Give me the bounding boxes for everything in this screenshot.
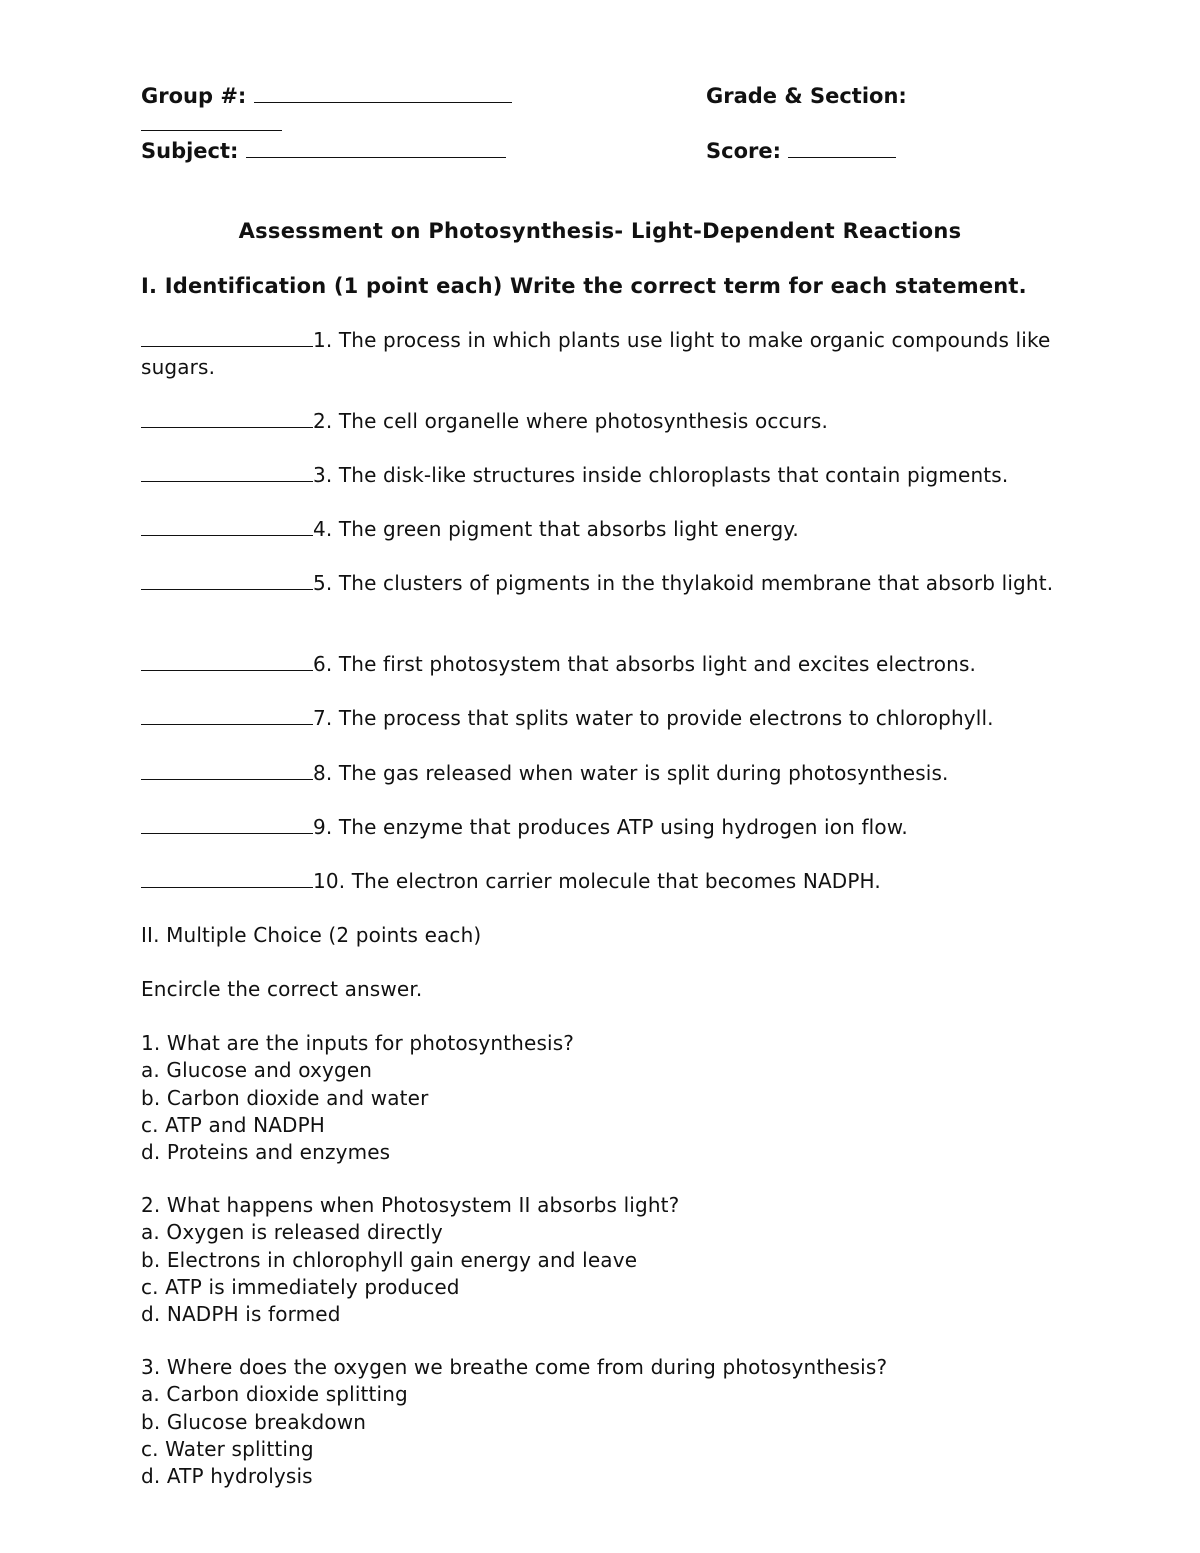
group-label: Group #:	[141, 84, 247, 108]
identification-heading: I. Identification (1 point each) Write the correct term for each statement.	[141, 274, 1027, 298]
score-label: Score:	[706, 139, 781, 163]
grade-section-blank-row	[141, 112, 282, 136]
mcq-option[interactable]: a. Oxygen is released directly	[141, 1220, 443, 1245]
answer-blank[interactable]	[141, 775, 313, 780]
mcq-option[interactable]: d. NADPH is formed	[141, 1302, 341, 1327]
group-field	[141, 84, 512, 108]
subject-field	[141, 139, 506, 163]
mcq-option[interactable]: b. Electrons in chlorophyll gain energy and leave	[141, 1247, 638, 1272]
mcq-question-block	[141, 1354, 887, 1490]
mcq-question-block	[141, 1192, 679, 1328]
mcq-option[interactable]: b. Carbon dioxide and water	[141, 1085, 429, 1110]
identification-item: 7. The process that splits water to provide electrons to chlorophyll.	[141, 705, 1061, 732]
grade-section-label: Grade & Section:	[706, 84, 907, 108]
mcq-question: 1. What are the inputs for photosynthesis?	[141, 1031, 575, 1055]
identification-item: 3. The disk-like structures inside chloroplasts that contain pigments.	[141, 462, 1061, 489]
identification-item: 8. The gas released when water is split during photosynthesis.	[141, 760, 1061, 787]
page-title: Assessment on Photosynthesis- Light-Dependent Reactions	[238, 219, 962, 243]
group-blank[interactable]	[254, 98, 512, 103]
subject-label: Subject:	[141, 139, 239, 163]
mcq-option[interactable]: a. Glucose and oxygen	[141, 1058, 373, 1083]
mcq-option[interactable]: c. Water splitting	[141, 1436, 314, 1461]
answer-blank[interactable]	[141, 666, 313, 671]
mcq-option[interactable]: d. Proteins and enzymes	[141, 1140, 391, 1165]
answer-blank[interactable]	[141, 342, 313, 347]
answer-blank[interactable]	[141, 829, 313, 834]
score-blank[interactable]	[788, 153, 896, 158]
grade-section-blank[interactable]	[141, 126, 282, 131]
multiple-choice-instruction: Encircle the correct answer.	[141, 977, 423, 1001]
identification-item: 1. The process in which plants use light to make organic compounds like sugars.	[141, 328, 1051, 379]
identification-item: 2. The cell organelle where photosynthesis occurs.	[141, 408, 1061, 435]
answer-blank[interactable]	[141, 883, 313, 888]
mcq-option[interactable]: c. ATP and NADPH	[141, 1112, 326, 1137]
mcq-question-block	[141, 1030, 574, 1166]
mcq-question: 3. Where does the oxygen we breathe come from during photosynthesis?	[141, 1355, 888, 1379]
answer-blank[interactable]	[141, 477, 313, 482]
answer-blank[interactable]	[141, 585, 313, 590]
answer-blank[interactable]	[141, 423, 313, 428]
multiple-choice-heading: II. Multiple Choice (2 points each)	[141, 923, 482, 947]
identification-item: 10. The electron carrier molecule that becomes NADPH.	[141, 868, 1061, 895]
subject-blank[interactable]	[246, 153, 506, 158]
identification-item: 9. The enzyme that produces ATP using hydrogen ion flow.	[141, 814, 1061, 841]
mcq-question: 2. What happens when Photosystem II absorbs light?	[141, 1193, 680, 1217]
score-field	[706, 139, 896, 163]
mcq-option[interactable]: d. ATP hydrolysis	[141, 1464, 313, 1489]
identification-item: 4. The green pigment that absorbs light energy.	[141, 516, 1061, 543]
grade-section-field	[706, 84, 907, 108]
mcq-option[interactable]: b. Glucose breakdown	[141, 1409, 367, 1434]
answer-blank[interactable]	[141, 531, 313, 536]
answer-blank[interactable]	[141, 720, 313, 725]
identification-item: 5. The clusters of pigments in the thylakoid membrane that absorb light.	[141, 570, 1061, 597]
mcq-option[interactable]: a. Carbon dioxide splitting	[141, 1382, 408, 1407]
mcq-option[interactable]: c. ATP is immediately produced	[141, 1274, 460, 1299]
identification-item: 6. The first photosystem that absorbs light and excites electrons.	[141, 651, 1061, 678]
